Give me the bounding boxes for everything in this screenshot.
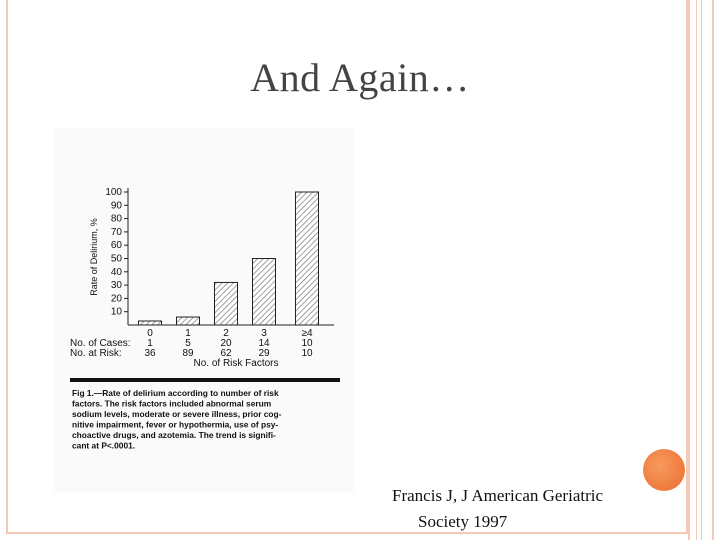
y-tick-label: 30: [110, 280, 122, 292]
citation-line-2: Society 1997: [418, 512, 508, 531]
x-category-label: 3: [261, 328, 267, 339]
at-risk-value: 89: [182, 348, 194, 359]
at-risk-value: 62: [220, 348, 232, 359]
decorative-orb: [643, 449, 685, 491]
bar-0: [139, 321, 162, 325]
x-category-label: ≥4: [301, 328, 313, 339]
bars: [139, 192, 319, 325]
y-tick-label: 40: [110, 266, 122, 278]
caption-rule: [70, 378, 340, 382]
caption-line: nitive impairment, fever or hypothermia, use of psy-: [72, 419, 279, 430]
caption-line: choactive drugs, and azotemia. The trend is signifi-: [72, 430, 276, 440]
x-axis-label: No. of Risk Factors: [193, 358, 279, 369]
cases-value: 14: [258, 338, 270, 349]
bar-3: [253, 259, 276, 326]
risk-row-label: No. at Risk:: [70, 348, 122, 359]
cases-value: 10: [301, 338, 313, 349]
cases-value: 1: [147, 338, 153, 349]
y-tick-label: 20: [110, 293, 122, 305]
bar-1: [177, 317, 200, 325]
y-tick-label: 60: [110, 240, 122, 252]
y-tick-label: 10: [110, 306, 122, 318]
caption-line: cant at P<.0001.: [72, 440, 136, 451]
cases-row-label: No. of Cases:: [70, 338, 131, 349]
y-tick-label: 90: [110, 200, 122, 212]
citation: [392, 483, 603, 535]
bar-4: [296, 192, 319, 325]
cases-value: 5: [185, 338, 191, 349]
caption-line: Fig 1.—Rate of delirium according to number of risk: [72, 388, 279, 398]
cases-value: 20: [220, 338, 232, 349]
y-tick-label: 80: [110, 213, 122, 225]
x-category-label: 0: [147, 328, 153, 339]
x-category-label: 2: [223, 328, 229, 339]
at-risk-value: 36: [144, 348, 156, 359]
y-tick-label: 70: [110, 226, 122, 238]
at-risk-value: 29: [258, 348, 270, 359]
bar-2: [215, 282, 238, 325]
y-ticks: [105, 187, 128, 318]
caption-line: factors. The risk factors included abnormal serum: [72, 398, 272, 409]
citation-line-1: Francis J, J American Geriatric: [392, 486, 604, 505]
slide-title: And Again…: [250, 55, 470, 100]
y-tick-label: 100: [105, 187, 122, 198]
figure-scan: [54, 128, 354, 492]
caption-line: sodium levels, moderate or severe illness, prior cog-: [72, 409, 282, 419]
y-tick-label: 50: [110, 253, 122, 265]
delirium-bar-chart: [54, 128, 354, 492]
at-risk-value: 10: [301, 348, 313, 359]
y-axis-label: Rate of Delirium, %: [89, 218, 99, 296]
x-category-label: 1: [185, 328, 191, 339]
figure-caption: [72, 388, 282, 451]
